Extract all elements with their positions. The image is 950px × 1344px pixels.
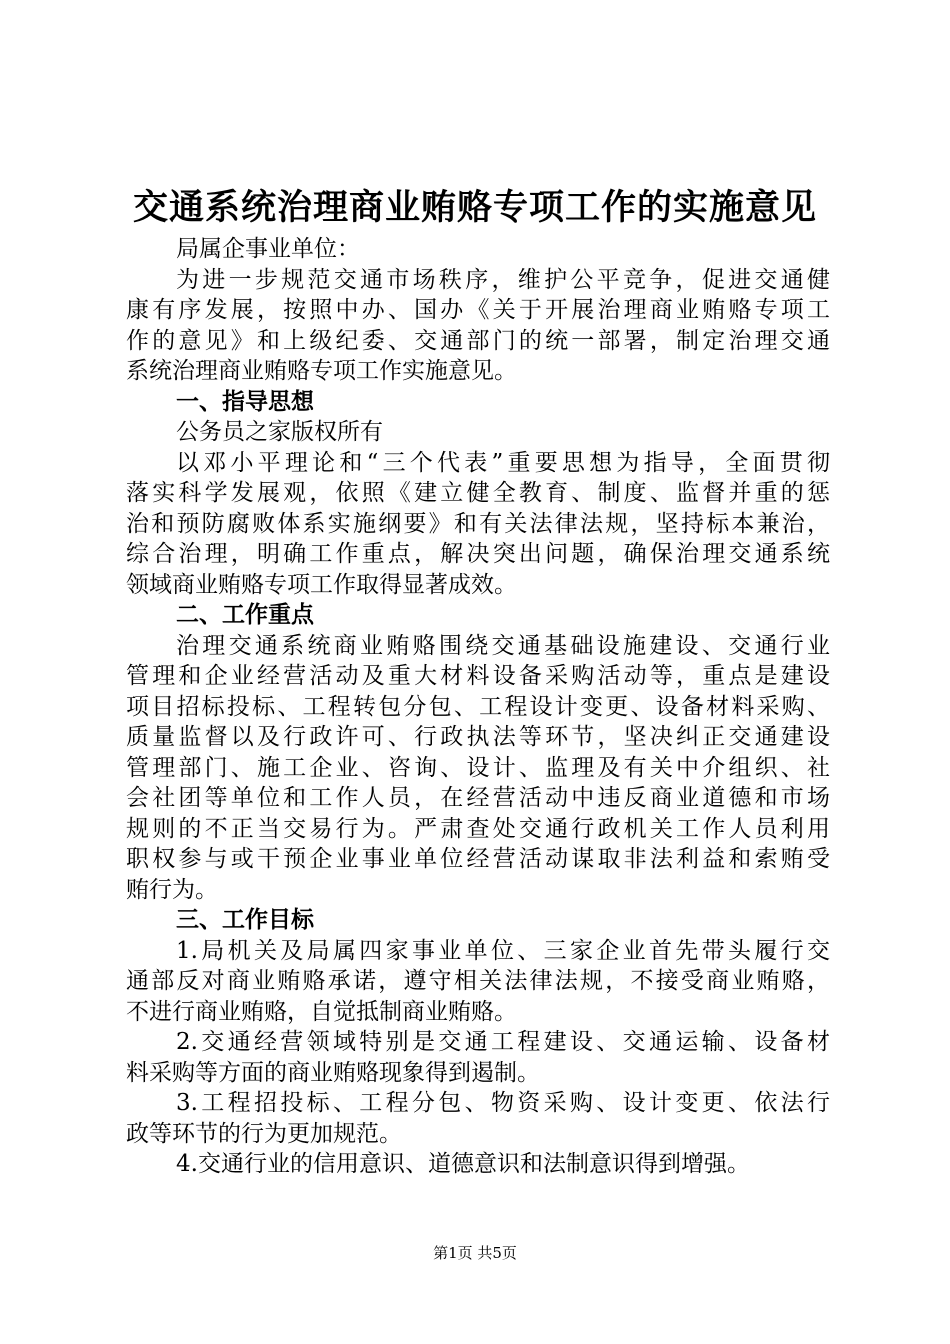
paragraph-line: 领域商业贿赂专项工作取得显著成效。	[126, 571, 517, 598]
paragraph-line: 管理部门、施工企业、咨询、设计、监理及有关中介组织、社	[126, 754, 830, 781]
paragraph-line: 系统治理商业贿赂专项工作实施意见。	[126, 358, 517, 384]
paragraph-line: 管理和企业经营活动及重大材料设备采购活动等，重点是建设	[126, 663, 830, 689]
section-heading: 一、指导思想	[176, 388, 314, 415]
paragraph-line: 不进行商业贿赂，自觉抵制商业贿赂。	[126, 998, 517, 1025]
paragraph-line: 以邓小平理论和“三个代表”重要思想为指导，全面贯彻	[176, 449, 830, 476]
paragraph-line: 贿行为。	[126, 876, 218, 903]
paragraph-line: 局属企事业单位：	[176, 236, 360, 262]
paragraph-line: 料采购等方面的商业贿赂现象得到遏制。	[126, 1059, 540, 1086]
paragraph-line: 康有序发展，按照中办、国办《关于开展治理商业贿赂专项工	[126, 297, 830, 323]
paragraph-line: 2.交通经营领域特别是交通工程建设、交通运输、设备材	[176, 1029, 830, 1055]
paragraph-line: 落实科学发展观，依照《建立健全教育、制度、监督并重的惩	[126, 480, 830, 506]
paragraph-line: 4.交通行业的信用意识、道德意识和法制意识得到增强。	[176, 1151, 750, 1177]
paragraph-line: 治和预防腐败体系实施纲要》和有关法律法规，坚持标本兼治，	[126, 510, 830, 537]
paragraph-line: 治理交通系统商业贿赂围绕交通基础设施建设、交通行业	[176, 632, 830, 659]
paragraph-line: 1.局机关及局属四家事业单位、三家企业首先带头履行交	[176, 937, 830, 964]
paragraph-line: 为进一步规范交通市场秩序，维护公平竞争，促进交通健	[176, 266, 830, 293]
paragraph-line: 会社团等单位和工作人员，在经营活动中违反商业道德和市场	[126, 785, 830, 811]
paragraph-line: 通部反对商业贿赂承诺，遵守相关法律法规，不接受商业贿赂，	[126, 968, 830, 994]
paragraph-line: 政等环节的行为更加规范。	[126, 1120, 402, 1147]
paragraph-line: 作的意见》和上级纪委、交通部门的统一部署，制定治理交通	[126, 327, 830, 354]
paragraph-line: 质量监督以及行政许可、行政执法等环节，坚决纠正交通建设	[126, 724, 830, 750]
section-heading: 二、工作重点	[176, 602, 314, 628]
paragraph-line: 项目招标投标、工程转包分包、工程设计变更、设备材料采购、	[126, 693, 830, 720]
paragraph-line: 职权参与或干预企业事业单位经营活动谋取非法利益和索贿受	[126, 846, 830, 872]
page-footer: 第1页 共5页	[433, 1244, 517, 1262]
document-title: 交通系统治理商业贿赂专项工作的实施意见	[132, 187, 817, 228]
paragraph-line: 规则的不正当交易行为。严肃查处交通行政机关工作人员利用	[126, 815, 830, 842]
paragraph-line: 3.工程招投标、工程分包、物资采购、设计变更、依法行	[176, 1090, 830, 1116]
paragraph-line: 公务员之家版权所有	[176, 419, 383, 445]
section-heading: 三、工作目标	[176, 907, 314, 933]
paragraph-line: 综合治理，明确工作重点，解决突出问题，确保治理交通系统	[126, 541, 830, 567]
document-body	[126, 234, 830, 1180]
